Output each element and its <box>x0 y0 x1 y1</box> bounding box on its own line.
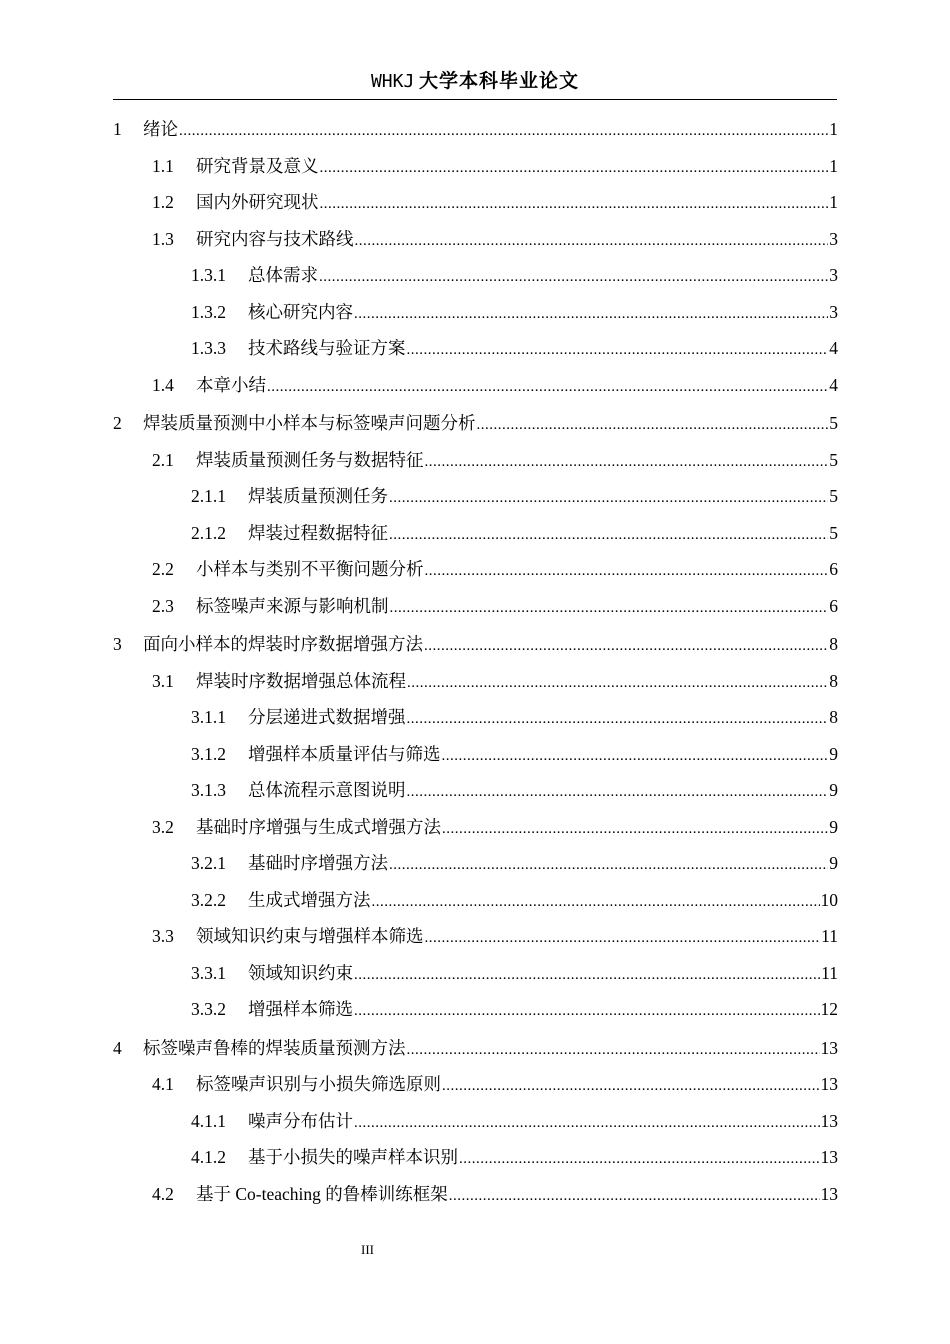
toc-entry-title: 基于小损失的噪声样本识别 <box>248 1147 458 1167</box>
toc-entry[interactable] <box>113 955 838 992</box>
toc-entry-page: 3 <box>829 228 838 249</box>
toc-entry-title: 标签噪声来源与影响机制 <box>196 595 389 616</box>
toc-entry-title: 焊装过程数据特征 <box>248 522 388 543</box>
toc-entry-title: 领域知识约束与增强样本筛选 <box>196 926 424 946</box>
toc-entry[interactable] <box>113 221 838 258</box>
toc-entry[interactable] <box>113 809 838 846</box>
toc-dot-leader <box>354 993 820 1030</box>
toc-entry[interactable] <box>113 626 838 663</box>
toc-entry-title: 小样本与类别不平衡问题分析 <box>196 559 424 579</box>
toc-entry-page: 5 <box>829 486 838 506</box>
toc-entry-page: 8 <box>829 670 838 691</box>
toc-dot-leader <box>407 665 828 702</box>
toc-dot-leader <box>320 186 829 223</box>
toc-entry-title: 基础时序增强方法 <box>248 853 388 873</box>
toc-dot-leader <box>425 920 821 957</box>
toc-dot-leader <box>477 407 829 444</box>
toc-dot-leader <box>407 774 829 811</box>
toc-entry[interactable] <box>113 1103 838 1140</box>
toc-entry-number: 3.1 <box>152 670 174 691</box>
page-number: III <box>361 1242 374 1257</box>
toc-entry[interactable] <box>113 845 838 882</box>
header-school-code: WHKJ <box>370 71 415 92</box>
toc-entry[interactable] <box>113 1139 838 1176</box>
toc-entry-number: 3.2.1 <box>191 853 226 873</box>
toc-entry[interactable] <box>113 367 838 404</box>
toc-entry-page: 9 <box>829 743 838 764</box>
toc-dot-leader <box>424 628 828 665</box>
toc-entry-title: 本章小结 <box>196 374 266 395</box>
toc-entry[interactable] <box>113 294 838 331</box>
toc-entry-title: 国内外研究现状 <box>196 192 319 212</box>
toc-entry-number: 1.1 <box>152 155 174 176</box>
toc-entry[interactable] <box>113 699 838 736</box>
toc-entry-number: 4.2 <box>152 1183 174 1204</box>
toc-dot-leader <box>319 259 828 296</box>
toc-entry[interactable] <box>113 330 838 367</box>
toc-entry[interactable] <box>113 148 838 185</box>
toc-dot-leader <box>389 847 828 884</box>
toc-entry-title: 绪论 <box>143 119 178 139</box>
toc-entry-number: 2.1 <box>152 449 174 470</box>
toc-entry-page: 4 <box>829 374 838 395</box>
toc-entry-number: 3.3.1 <box>191 962 226 983</box>
toc-entry-title: 研究内容与技术路线 <box>196 228 354 249</box>
toc-entry-page: 5 <box>829 413 838 433</box>
toc-entry[interactable] <box>113 663 838 700</box>
toc-entry-number: 3.3 <box>152 926 174 946</box>
toc-entry-page: 8 <box>829 707 838 727</box>
toc-entry[interactable] <box>113 991 838 1028</box>
toc-entry-number: 3.2.2 <box>191 889 226 910</box>
toc-dot-leader <box>354 296 828 333</box>
toc-dot-leader <box>389 480 828 517</box>
toc-entry[interactable] <box>113 442 838 479</box>
toc-entry-title: 技术路线与验证方案 <box>248 338 406 358</box>
toc-entry-title: 标签噪声鲁棒的焊装质量预测方法 <box>143 1037 406 1058</box>
toc-dot-leader <box>354 1105 820 1142</box>
toc-entry-page: 9 <box>829 780 838 800</box>
toc-entry-title: 分层递进式数据增强 <box>248 707 406 727</box>
toc-entry-number: 2.1.1 <box>191 486 226 506</box>
toc-entry-number: 1.4 <box>152 374 174 395</box>
toc-entry[interactable] <box>113 736 838 773</box>
toc-entry-number: 3 <box>113 634 122 654</box>
toc-dot-leader <box>407 332 829 369</box>
page-header <box>113 66 837 100</box>
toc-entry-title: 核心研究内容 <box>248 301 353 322</box>
toc-entry[interactable] <box>113 405 838 442</box>
toc-entry-number: 1.3.1 <box>191 265 226 285</box>
toc-dot-leader <box>442 1068 820 1105</box>
toc-entry-title: 焊装质量预测任务 <box>248 486 388 506</box>
toc-entry-page: 6 <box>829 559 838 579</box>
toc-entry[interactable] <box>113 1030 838 1067</box>
toc-entry-number: 4.1.2 <box>191 1147 226 1167</box>
toc-entry-page: 6 <box>829 595 838 616</box>
toc-entry-title: 焊装质量预测任务与数据特征 <box>196 449 424 470</box>
toc-entry-number: 3.2 <box>152 816 174 837</box>
toc-entry-title: 基于 Co-teaching 的鲁棒训练框架 <box>196 1183 448 1204</box>
toc-entry-page: 1 <box>829 155 838 176</box>
toc-dot-leader <box>390 590 829 627</box>
toc-entry-title: 总体流程示意图说明 <box>248 780 406 800</box>
toc-entry-page: 1 <box>829 192 838 212</box>
toc-entry-number: 4 <box>113 1037 122 1058</box>
toc-entry-page: 3 <box>829 301 838 322</box>
toc-entry[interactable] <box>113 257 838 294</box>
toc-entry-title: 研究背景及意义 <box>196 155 319 176</box>
toc-entry-number: 2.3 <box>152 595 174 616</box>
toc-entry-page: 11 <box>821 962 838 983</box>
toc-entry[interactable] <box>113 918 838 955</box>
toc-dot-leader <box>267 369 828 406</box>
toc-entry-title: 基础时序增强与生成式增强方法 <box>196 816 441 837</box>
toc-entry-title: 焊装时序数据增强总体流程 <box>196 670 406 691</box>
toc-entry-title: 面向小样本的焊装时序数据增强方法 <box>143 634 423 654</box>
toc-dot-leader <box>459 1141 820 1178</box>
toc-dot-leader <box>179 113 828 150</box>
toc-dot-leader <box>449 1178 820 1215</box>
toc-entry-number: 3.1.3 <box>191 780 226 800</box>
toc-entry-number: 3.1.1 <box>191 707 226 727</box>
toc-entry-page: 12 <box>820 999 838 1019</box>
toc-entry[interactable] <box>113 111 838 148</box>
toc-entry-page: 13 <box>820 1147 838 1167</box>
toc-entry[interactable] <box>113 772 838 809</box>
toc-entry-number: 2 <box>113 413 122 433</box>
toc-entry[interactable] <box>113 515 838 552</box>
toc-entry-number: 1.3.3 <box>191 338 226 358</box>
toc-entry-title: 标签噪声识别与小损失筛选原则 <box>196 1074 441 1094</box>
toc-entry-number: 3.1.2 <box>191 743 226 764</box>
toc-entry-title: 生成式增强方法 <box>248 889 371 910</box>
toc-entry-page: 5 <box>829 449 838 470</box>
toc-dot-leader <box>389 517 828 554</box>
toc-entry-number: 4.1.1 <box>191 1110 226 1131</box>
toc-dot-leader <box>407 701 829 738</box>
toc-entry-number: 1.3.2 <box>191 301 226 322</box>
toc-entry-title: 增强样本筛选 <box>248 999 353 1019</box>
toc-entry-page: 5 <box>829 522 838 543</box>
toc-entry[interactable] <box>113 184 838 221</box>
toc-dot-leader <box>320 150 829 187</box>
toc-entry-title: 焊装质量预测中小样本与标签噪声问题分析 <box>143 413 476 433</box>
toc-entry-page: 1 <box>829 119 838 139</box>
toc-dot-leader <box>355 223 829 260</box>
toc-entry-number: 1.3 <box>152 228 174 249</box>
toc-entry-page: 8 <box>829 634 838 654</box>
toc-entry-page: 13 <box>820 1110 838 1131</box>
toc-entry-number: 1 <box>113 119 122 139</box>
toc-dot-leader <box>442 811 828 848</box>
toc-entry-page: 11 <box>821 926 838 946</box>
toc-entry[interactable] <box>113 1066 838 1103</box>
toc-dot-leader <box>442 738 829 775</box>
toc-entry-title: 总体需求 <box>248 265 318 285</box>
toc-entry-page: 13 <box>820 1074 838 1094</box>
toc-entry[interactable] <box>113 478 838 515</box>
toc-entry-number: 2.2 <box>152 559 174 579</box>
toc-entry[interactable] <box>113 551 838 588</box>
toc-entry-page: 9 <box>829 853 838 873</box>
toc-dot-leader <box>425 553 829 590</box>
toc-dot-leader <box>425 444 829 481</box>
toc-dot-leader <box>372 884 820 921</box>
toc-entry-number: 1.2 <box>152 192 174 212</box>
toc-entry-title: 领域知识约束 <box>248 962 353 983</box>
toc-entry-page: 9 <box>829 816 838 837</box>
toc-entry-page: 4 <box>829 338 838 358</box>
toc-entry-page: 13 <box>820 1037 838 1058</box>
table-of-contents <box>113 109 838 1212</box>
toc-entry[interactable] <box>113 588 838 625</box>
toc-entry-number: 3.3.2 <box>191 999 226 1019</box>
toc-entry-number: 2.1.2 <box>191 522 226 543</box>
toc-entry[interactable] <box>113 882 838 919</box>
toc-entry-page: 3 <box>829 265 838 285</box>
toc-entry-page: 10 <box>820 889 838 910</box>
toc-entry-number: 4.1 <box>152 1074 174 1094</box>
toc-entry-title: 增强样本质量评估与筛选 <box>248 743 441 764</box>
toc-dot-leader <box>407 1032 820 1069</box>
toc-entry[interactable] <box>113 1176 838 1213</box>
toc-dot-leader <box>354 957 820 994</box>
toc-entry-page: 13 <box>820 1183 838 1204</box>
header-title: 大学本科毕业论文 <box>419 70 580 92</box>
toc-entry-title: 噪声分布估计 <box>248 1110 353 1131</box>
